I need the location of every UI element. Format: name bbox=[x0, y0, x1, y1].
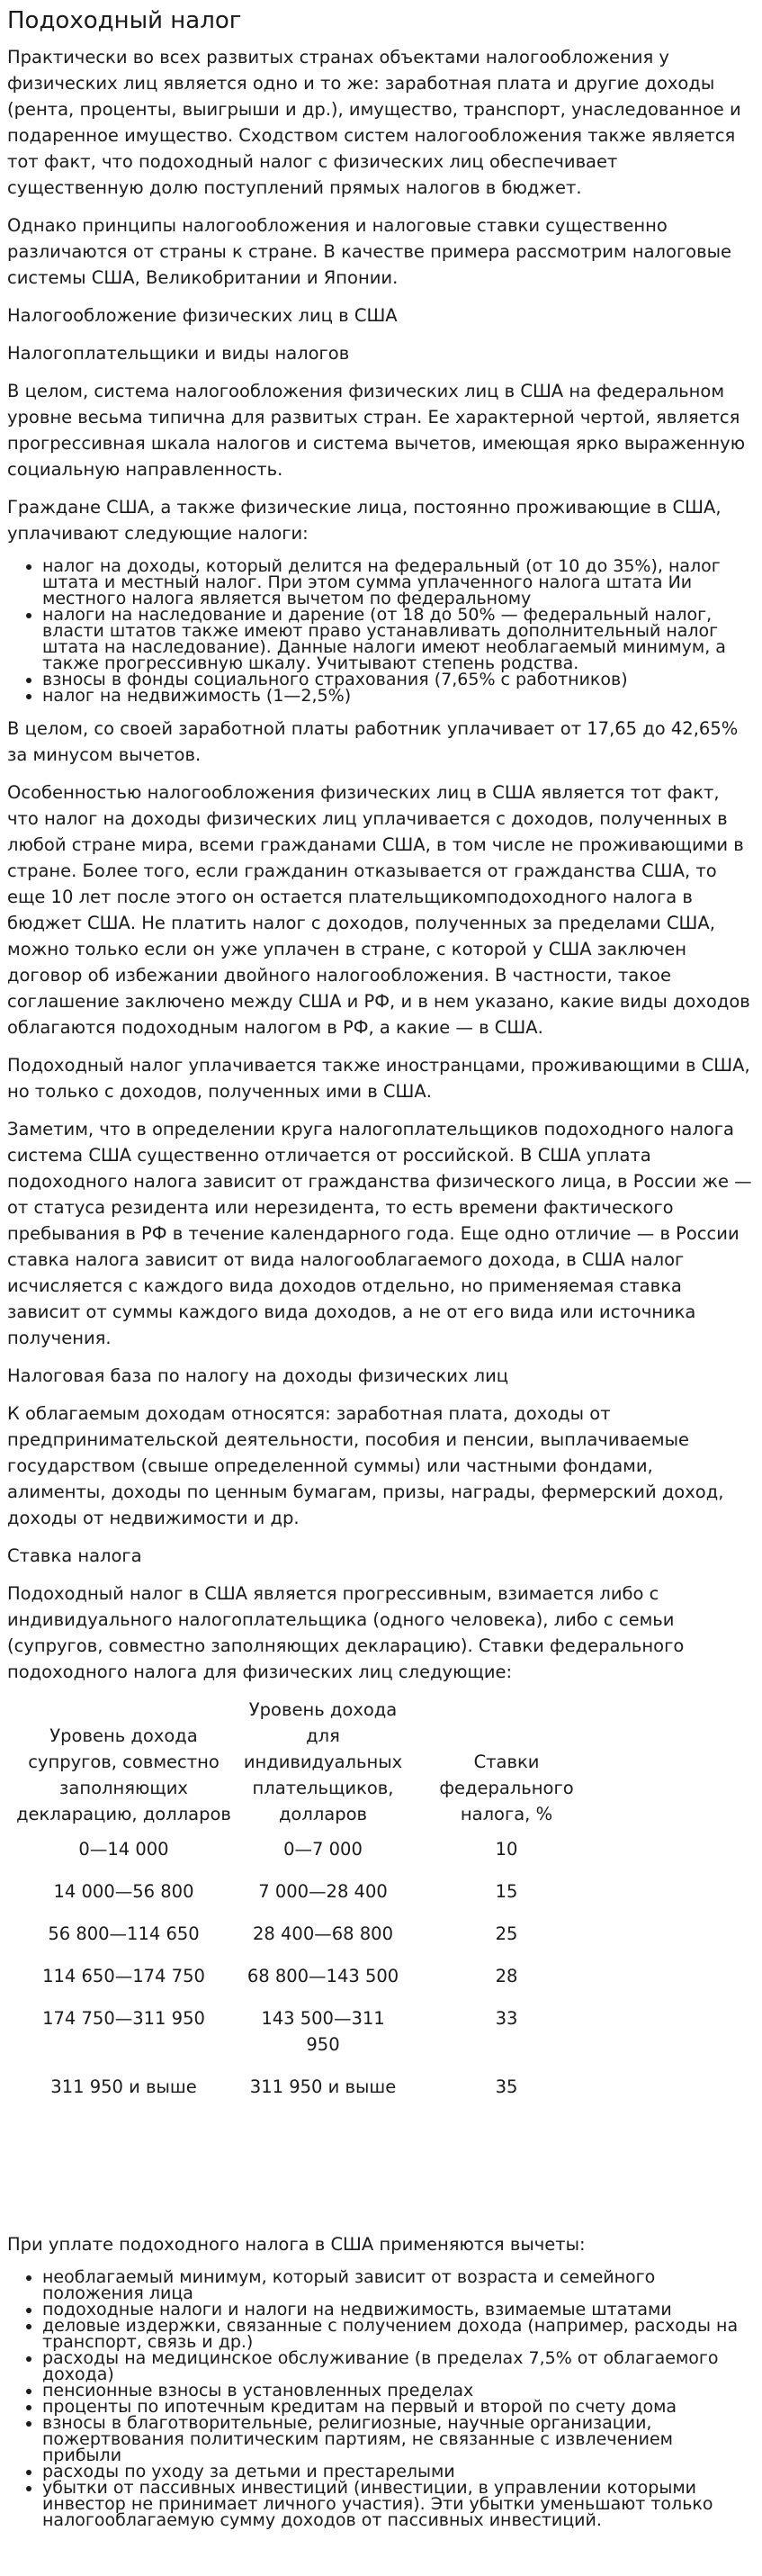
usa-system-paragraph: В целом, система налогообложения физических лиц в США на федеральном уровне весьма типична для развитых стран. Ее характерной чертой, является прогрессивная шкала налогов и система вычетов, имеющая ярко выраженную социальную направленность. bbox=[7, 381, 746, 480]
table-cell: 7 000—28 400 bbox=[258, 1881, 388, 1902]
list-item: • подоходные налоги и налоги на недвижимость, взимаемые штатами bbox=[42, 2301, 753, 2318]
list-item: • необлагаемый минимум, который зависит от возраста и семейного положения лица bbox=[42, 2269, 753, 2301]
column-header-rate: Ставки федерального налога, % bbox=[439, 1752, 574, 1824]
table-cell: 0—14 000 bbox=[78, 1839, 169, 1860]
progressive-tax-paragraph: Подоходный налог в США является прогрессивным, взимается либо с индивидуального налогоплательщика (одного человека), либо с семьи (супругов, совместно заполняющих декларацию). Ставки федерального подоходного налога для физических лиц следующие: bbox=[7, 1583, 685, 1682]
list-item: • расходы по уходу за детьми и престарелыми bbox=[42, 2463, 753, 2480]
table-row bbox=[7, 1878, 607, 1921]
deductions-list bbox=[7, 2269, 753, 2528]
table-cell: 35 bbox=[495, 2076, 518, 2097]
table-cell: 311 950 и выше bbox=[50, 2076, 197, 2097]
list-item: • взносы в фонды социального страхования (7,65% с работников) bbox=[42, 671, 753, 688]
table-cell: 25 bbox=[495, 1923, 518, 1944]
russia-comparison-paragraph: Заметим, что в определении круга налогоплательщиков подоходного налога система США существенно отличается от российской. В США уплата подоходного налога зависит от гражданства физического лица, в России же — от статуса резидента или нерезидента, то есть времени фактического пребывания в РФ в течение календарного года. Еще одно отличие — в России ставка налога зависит от вида налогооблагаемого дохода, в США налог исчисляется с каждого вида доходов отдельно, но применяемая ставка зависит от суммы каждого вида доходов, а не от его вида или источника получения. bbox=[7, 1119, 752, 1348]
section-heading-taxpayers: Налогоплательщики и виды налогов bbox=[7, 343, 350, 364]
table-header-row bbox=[7, 1697, 607, 1836]
section-heading-tax-rate: Ставка налога bbox=[7, 1545, 142, 1566]
table-cell: 15 bbox=[495, 1881, 518, 1902]
table-row bbox=[7, 1963, 607, 2005]
tax-rates-table bbox=[7, 1697, 607, 2116]
table-cell: 311 950 и выше bbox=[249, 2076, 397, 2097]
list-item: • деловые издержки, связанные с получением дохода (например, расходы на транспорт, связь и др.) bbox=[42, 2318, 753, 2350]
column-header-joint-income: Уровень дохода супругов, совместно заполняющих декларацию, долларов bbox=[16, 1725, 231, 1824]
section-heading-tax-base: Налоговая база по налогу на доходы физических лиц bbox=[7, 1365, 509, 1386]
column-header-individual-income: Уровень дохода для индивидуальных плательщиков, долларов bbox=[243, 1699, 403, 1824]
table-row bbox=[7, 1921, 607, 1963]
table-row bbox=[7, 2005, 607, 2074]
list-item: • пенсионные взносы в установленных пределах bbox=[42, 2382, 753, 2399]
citizenship-paragraph: Особенностью налогообложения физических лиц в США является тот факт, что налог на доходы физических лиц уплачивается с доходов, полученных в любой стране мира, всеми гражданами США, в том числе не проживающими в стране. Более того, если гражданин отказывается от гражданства США, то еще 10 лет после этого он остается плательщикомподоходного налога в бюджет США. Не платить налог с доходов, полученных за пределами США, можно только если он уже уплачен в стране, с которой у США заключен договор об избежании двойного налогообложения. В частности, такое соглашение заключено между США и РФ, и в нем указано, какие виды доходов облагаются подоходным налогом в РФ, а какие — в США. bbox=[7, 782, 750, 1038]
table-row bbox=[7, 2074, 607, 2116]
table-row bbox=[7, 1836, 607, 1878]
table-cell: 68 800—143 500 bbox=[247, 1966, 399, 1986]
table-cell: 0—7 000 bbox=[283, 1839, 363, 1860]
table-cell: 174 750—311 950 bbox=[42, 2008, 205, 2029]
table-cell: 114 650—174 750 bbox=[42, 1966, 205, 1986]
table-cell: 28 400—68 800 bbox=[253, 1923, 393, 1944]
intro-paragraph: Практически во всех развитых странах объектами налогообложения у физических лиц является одно и то же: заработная плата и другие доходы (рента, проценты, выигрыши и др.), имущество, транспорт, унаследованное и подаренное имущество. Сходством систем налогообложения также является тот факт, что подоходный налог с физических лиц обеспечивает существенную долю поступлений прямых налогов в бюджет. bbox=[7, 47, 741, 198]
deductions-intro-paragraph: При уплате подоходного налога в США применяются вычеты: bbox=[7, 2234, 586, 2255]
taxable-income-paragraph: К облагаемым доходам относятся: заработная плата, доходы от предпринимательской деятельности, пособия и пенсии, выплачиваемые государством (свыше определенной суммы) или частными фондами, алименты, доходы по ценным бумагам, призы, награды, фермерский доход, доходы от недвижимости и др. bbox=[7, 1403, 724, 1528]
list-item: • налоги на наследование и дарение (от 18 до 50% — федеральный налог, власти штатов также имеют право устанавливать дополнительный налог штата на наследование). Данные налоги имеют необлагаемый минимум, а также прогрессивную шкалу. Учитывают степень родства. bbox=[42, 607, 753, 671]
comparison-paragraph: Однако принципы налогообложения и налоговые ставки существенно различаются от страны к стране. В качестве примера рассмотрим налоговые системы США, Великобритании и Японии. bbox=[7, 215, 732, 288]
list-item: • взносы в благотворительные, религиозные, научные организации, пожертвования политическим партиям, не связанные с извлечением прибыли bbox=[42, 2415, 753, 2463]
page-title: Подоходный налог bbox=[7, 7, 242, 34]
list-item: • налог на недвижимость (1—2,5%) bbox=[42, 688, 753, 704]
list-item: • убытки от пассивных инвестиций (инвестиции, в управлении которыми инвестор не принимает личного участия). Эти убытки уменьшают только налогооблагаемую сумму доходов от пассивных инвестиций. bbox=[42, 2480, 753, 2528]
table-cell: 10 bbox=[495, 1839, 518, 1860]
table-cell: 33 bbox=[495, 2008, 518, 2029]
blank-spacer bbox=[7, 2123, 753, 2231]
foreigners-paragraph: Подоходный налог уплачивается также иностранцами, проживающими в США, но только с доходов, полученных ими в США. bbox=[7, 1055, 750, 1102]
table-cell: 14 000—56 800 bbox=[53, 1881, 194, 1902]
list-item: • проценты по ипотечным кредитам на первый и второй по счету дома bbox=[42, 2399, 753, 2415]
list-item: • расходы на медицинское обслуживание (в пределах 7,5% от облагаемого дохода) bbox=[42, 2350, 753, 2382]
section-heading-usa: Налогообложение физических лиц в США bbox=[7, 305, 398, 326]
salary-tax-paragraph: В целом, со своей заработной платы работник уплачивает от 17,65 до 42,65% за минусом вычетов. bbox=[7, 718, 739, 765]
list-item: • налог на доходы, который делится на федеральный (от 10 до 35%), налог штата и местный налог. При этом сумма уплаченного налога штата Ии местного налога является вычетом по федеральному bbox=[42, 558, 753, 607]
table-cell: 143 500—311 950 bbox=[261, 2008, 385, 2055]
table-cell: 28 bbox=[495, 1966, 518, 1986]
taxes-list bbox=[7, 558, 753, 704]
table-cell: 56 800—114 650 bbox=[48, 1923, 200, 1944]
taxes-intro-paragraph: Граждане США, а также физические лица, постоянно проживающие в США, уплачивают следующие налоги: bbox=[7, 497, 722, 544]
